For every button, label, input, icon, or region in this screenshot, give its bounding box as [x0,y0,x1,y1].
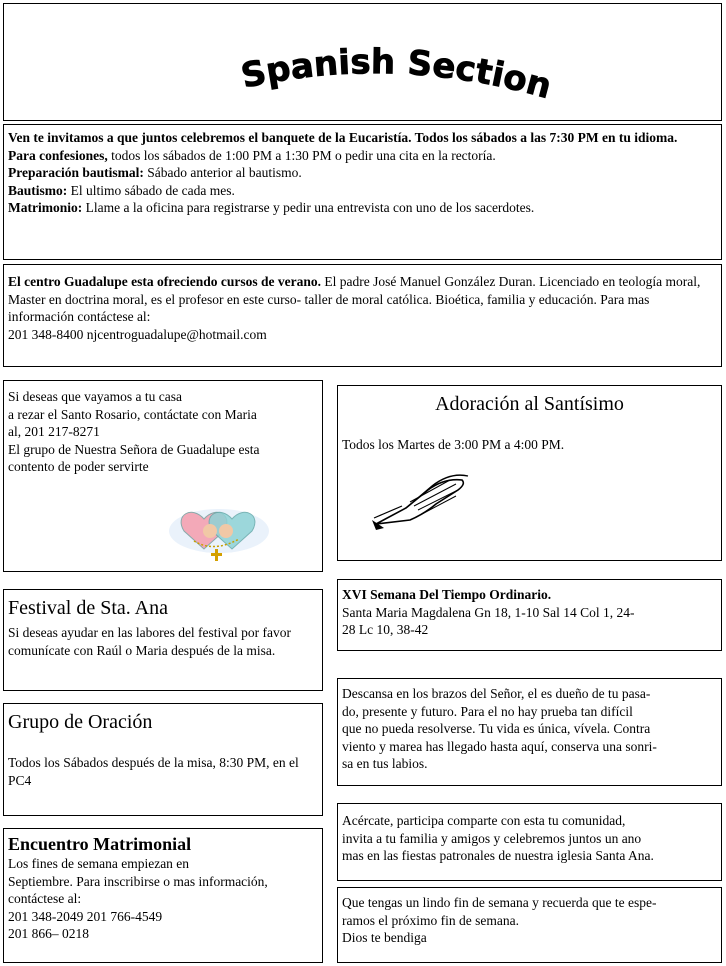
eucaristia-intro: Ven te invitamos a que juntos celebremos el banquete de la Eucaristía. Todos los sábados a las 7:30 PM en tu idioma. [8,130,678,145]
rosario-line: El grupo de Nuestra Señora de Guadalupe esta [8,441,260,457]
acercate-line: mas en las fiestas patronales de nuestra iglesia Santa Ana. [342,848,654,863]
encuentro-line: Septiembre. Para inscribirse o mas información, [8,873,268,889]
guadalupe-box [3,264,722,367]
encuentro-line: 201 866– 0218 [8,926,89,941]
adoracion-title: Adoración al Santísimo [435,393,624,415]
festival-title: Festival de Sta. Ana [8,597,168,619]
guadalupe-text: El centro Guadalupe esta ofreciendo cursos de verano. El padre José Manuel González Duran. Licenciado en teología moral, Master en doctrina moral, es el profesor en este curso- taller de moral católica. Bioética, familia y educación. Para mas información contáctese al: [8,274,701,324]
rosario-line: a rezar el Santo Rosario, contáctate con Maria [8,406,257,422]
acercate-line: Acércate, participa comparte con esta tu comunidad, [342,813,626,828]
acercate-box [337,803,722,881]
despedida-line: Dios te bendiga [342,930,427,945]
semana-line: 28 Lc 10, 38-42 [342,622,429,637]
bautismo-line: Bautismo: El ultimo sábado de cada mes. [8,182,235,198]
oracion-text: Todos los Sábados después de la misa, 8:30 PM, en el PC4 [8,755,299,788]
encuentro-line: 201 348-2049 201 766-4549 [8,908,163,924]
svg-text:Spanish Section: Spanish Section [237,44,556,104]
eucaristia-box [3,124,722,260]
rosario-line: contento de poder servirte [8,459,149,474]
confesiones-line: Para confesiones, todos los sábados de 1:00 PM a 1:30 PM o pedir una cita en la rectoría. [8,147,496,163]
despedida-line: ramos el próximo fin de semana. [342,912,519,928]
semana-title: XVI Semana Del Tiempo Ordinario. [342,587,552,602]
acercate-line: invita a tu familia y amigos y celebremos juntos un ano [342,830,642,846]
rosario-box [3,380,323,572]
semana-line: Santa Maria Magdalena Gn 18, 1-10 Sal 14 Col 1, 24- [342,604,635,620]
descansa-line: viento y marea has llegado hasta aquí, conserva una sonri- [342,738,657,754]
despedida-line: Que tengas un lindo fin de semana y recuerda que te espe- [342,895,657,910]
preparacion-line: Preparación bautismal: Sábado anterior al bautismo. [8,165,302,180]
descansa-box [337,678,722,786]
matrimonio-line: Matrimonio: Llame a la oficina para registrarse y pedir una entrevista con uno de los sacerdotes. [8,200,535,215]
descansa-line: do, presente y futuro. Para el no hay prueba tan difícil [342,703,633,719]
encuentro-box [3,828,323,963]
festival-box [3,589,323,691]
oracion-box [3,703,323,816]
encuentro-title: Encuentro Matrimonial [8,834,192,854]
guadalupe-contact: 201 348-8400 njcentroguadalupe@hotmail.com [8,326,267,342]
encuentro-line: contáctese al: [8,891,82,906]
rosario-line: Si deseas que vayamos a tu casa [8,389,182,404]
adoracion-text: Todos los Martes de 3:00 PM a 4:00 PM. [342,437,565,452]
title-box [3,3,722,121]
praying-hands-icon [366,470,476,530]
despedida-box [337,887,722,963]
festival-text: Si deseas ayudar en las labores del festival por favor comunícate con Raúl o Maria después de la misa. [8,625,292,658]
adoracion-box [337,385,722,561]
rosario-line: al, 201 217-8271 [8,424,100,439]
oracion-title: Grupo de Oración [8,711,153,733]
rosary-hearts-icon [164,501,274,563]
descansa-line: que no pueda resolverse. Tu vida es única, vívela. Contra [342,721,651,736]
descansa-line: sa en tus labios. [342,756,428,771]
encuentro-line: Los fines de semana empiezan en [8,856,190,871]
spanish-section-title [236,44,576,104]
semana-box [337,579,722,651]
descansa-line: Descansa en los brazos del Señor, el es dueño de tu pasa- [342,686,651,701]
